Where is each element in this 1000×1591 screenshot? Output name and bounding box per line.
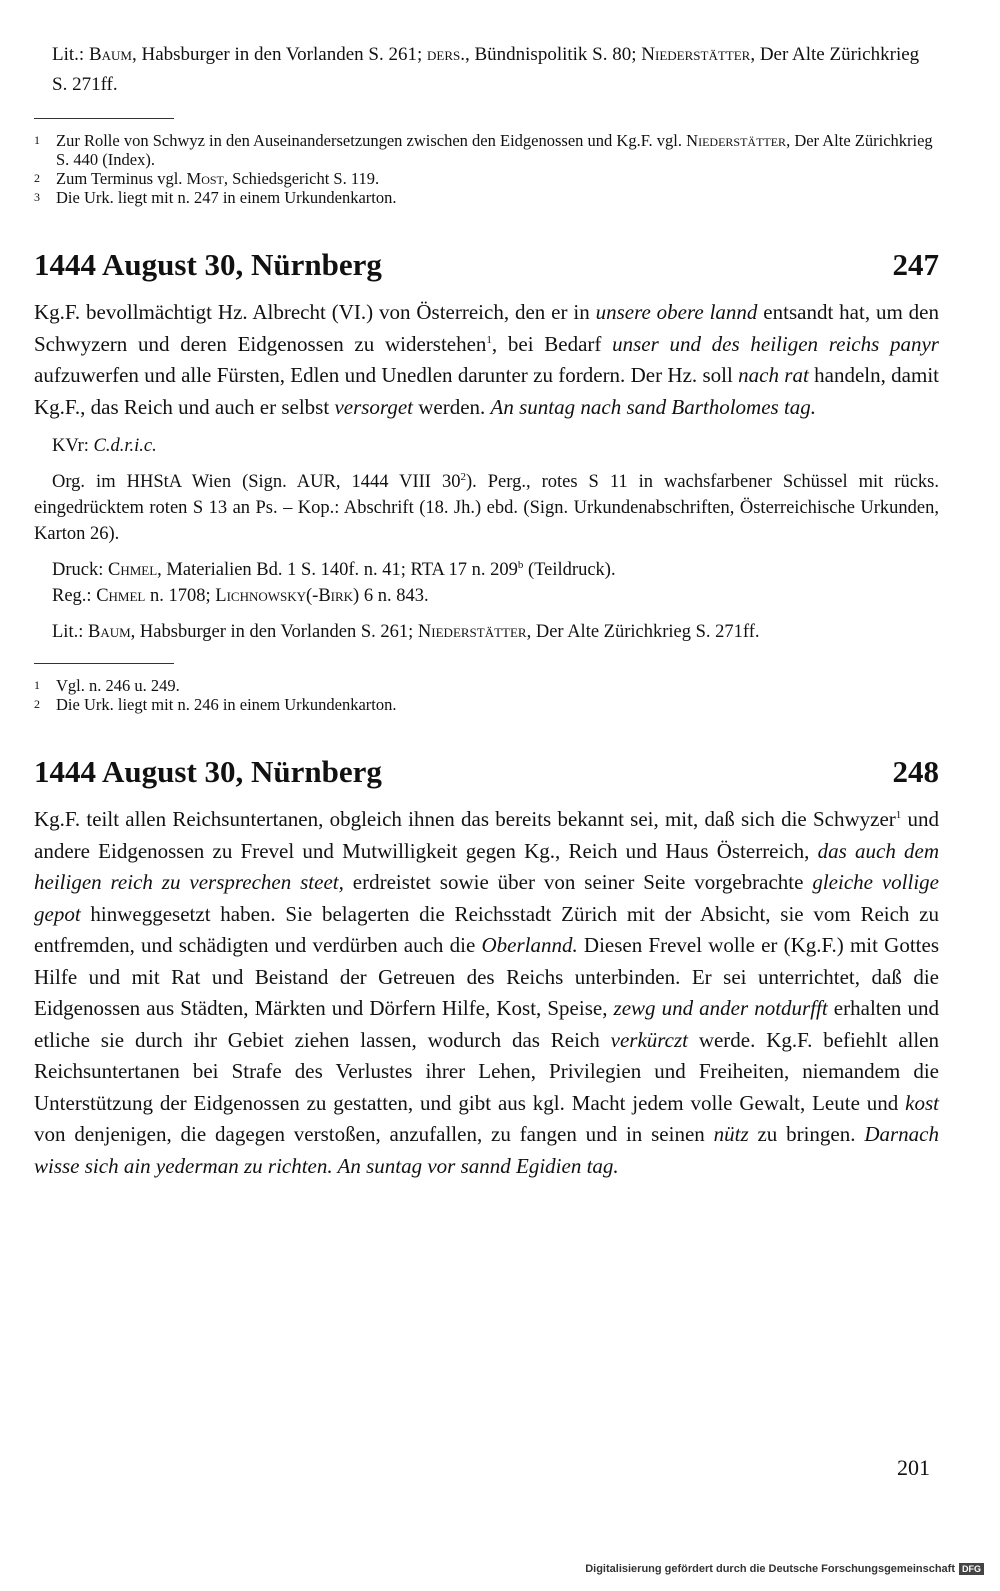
footnote-divider — [34, 118, 174, 119]
literature-note: Lit.: Baum, Habsburger in den Vorlanden S. 261; Niederstätter, Der Alte Zürichkrieg S. 271ff. — [52, 622, 760, 642]
footnote: 1 Zur Rolle von Schwyz in den Auseinandersetzungen zwischen den Eidgenossen und Kg.F. vgl. Niederstätter, Der Alte Zürichkrieg S. 440 (Index). — [34, 131, 933, 169]
footer-credit-text: Digitalisierung gefördert durch die Deutsche Forschungsgemeinschaft — [585, 1563, 955, 1575]
footnote-divider — [34, 663, 174, 664]
entry-regest: Kg.F. bevollmächtigt Hz. Albrecht (VI.) von Österreich, den er in unsere obere lannd entsandt hat, um den Schwyzern und deren Eidgenossen zu widerstehen$^1$, bei Bedarf unser und des heiligen reichs panyr aufzuwerfen und alle Fürsten, Edlen und Unedlen darunter zu fordern. Der Hz. soll nach rat handeln, damit Kg.F., das Reich und auch er selbst versorget werden. An suntag nach sand Bartholomes tag. — [34, 300, 939, 419]
print-note: Druck: Chmel, Materialien Bd. 1 S. 140f. n. 41; RTA 17 n. 209$^b$ (Teildruck). — [52, 558, 616, 580]
entry-number: 248 — [892, 754, 939, 789]
entry-heading — [34, 752, 939, 792]
footnote: 1 Vgl. n. 246 u. 249. — [34, 676, 180, 695]
entry-date-place: 1444 August 30, Nürnberg — [34, 754, 382, 789]
literature-note-top: Lit.: Baum, Habsburger in den Vorlanden S. 261; ders., Bündnispolitik S. 80; Niederstätter, Der Alte Zürichkrieg S. 271ff. — [52, 44, 920, 95]
kanzleivermerk: KVr: C.d.r.i.c. — [52, 436, 157, 456]
document-page — [34, 40, 939, 1182]
page-number: 201 — [897, 1455, 930, 1480]
original-note: Org. im HHStA Wien (Sign. AUR, 1444 VIII $30^2$). Perg., rotes S 11 in wachsfarbener Schüssel mit rücks. eingedrücktem roten S 13 an Ps. – Kop.: Abschrift (18. Jh.) ebd. (Sign. Urkundenabschriften, Österreichische Urkunden, Karton 26). — [34, 470, 940, 544]
dfg-logo: DFG — [959, 1563, 984, 1575]
footnote: 3 Die Urk. liegt mit n. 247 in einem Urkundenkarton. — [34, 188, 397, 207]
entry-regest: Kg.F. teilt allen Reichsuntertanen, obgleich ihnen das bereits bekannt sei, mit, daß sich die Schwyzer$^1$ und andere Eidgenossen zu Frevel und Mutwilligkeit gegen Kg., Reich und Haus Österreich, das auch dem heiligen reich zu versprechen steet, erdreistet sowie über von seiner Seite vorgebrachte gleiche vollige gepot hinweggesetzt haben. Sie belagerten die Reichsstadt Zürich mit der Absicht, sie vom Reich zu entfremden, und schädigten und verdürben auch die Oberlannd. Diesen Frevel wolle er (Kg.F.) mit Gottes Hilfe und mit Rat und Beistand der Getreuen des Reichs unterbinden. Er sei unterrichtet, daß die Eidgenossen aus Städten, Märkten und Dörfern Hilfe, Kost, Speise, zewg und ander notdurfft erhalten und etliche sie durch ihr Gebiet ziehen lassen, wodurch das Reich verkürczt werde. Kg.F. befiehlt allen Reichsuntertanen bei Strafe des Verlustes ihrer Lehen, Privilegien und Freiheiten, niemandem die Unterstützung der Eidgenossen zu gestatten, und gibt aus kgl. Macht jedem volle Gewalt, Leute und kost von denjenigen, die dagegen verstoßen, anzufallen, zu fangen und in seinen nütz zu bringen. Darnach wisse sich ain yederman zu richten. An suntag vor sannd Egidien tag. — [34, 807, 940, 1178]
footnote: 2 Zum Terminus vgl. Most, Schiedsgericht S. 119. — [34, 169, 380, 188]
regest-note: Reg.: Chmel n. 1708; Lichnowsky(-Birk) 6 n. 843. — [52, 586, 429, 606]
footer-credit — [585, 1563, 984, 1575]
entry-date-place: 1444 August 30, Nürnberg — [34, 247, 382, 282]
entry-number: 247 — [892, 247, 939, 282]
footnote: 2 Die Urk. liegt mit n. 246 in einem Urkundenkarton. — [34, 695, 397, 714]
entry-heading — [34, 245, 939, 285]
